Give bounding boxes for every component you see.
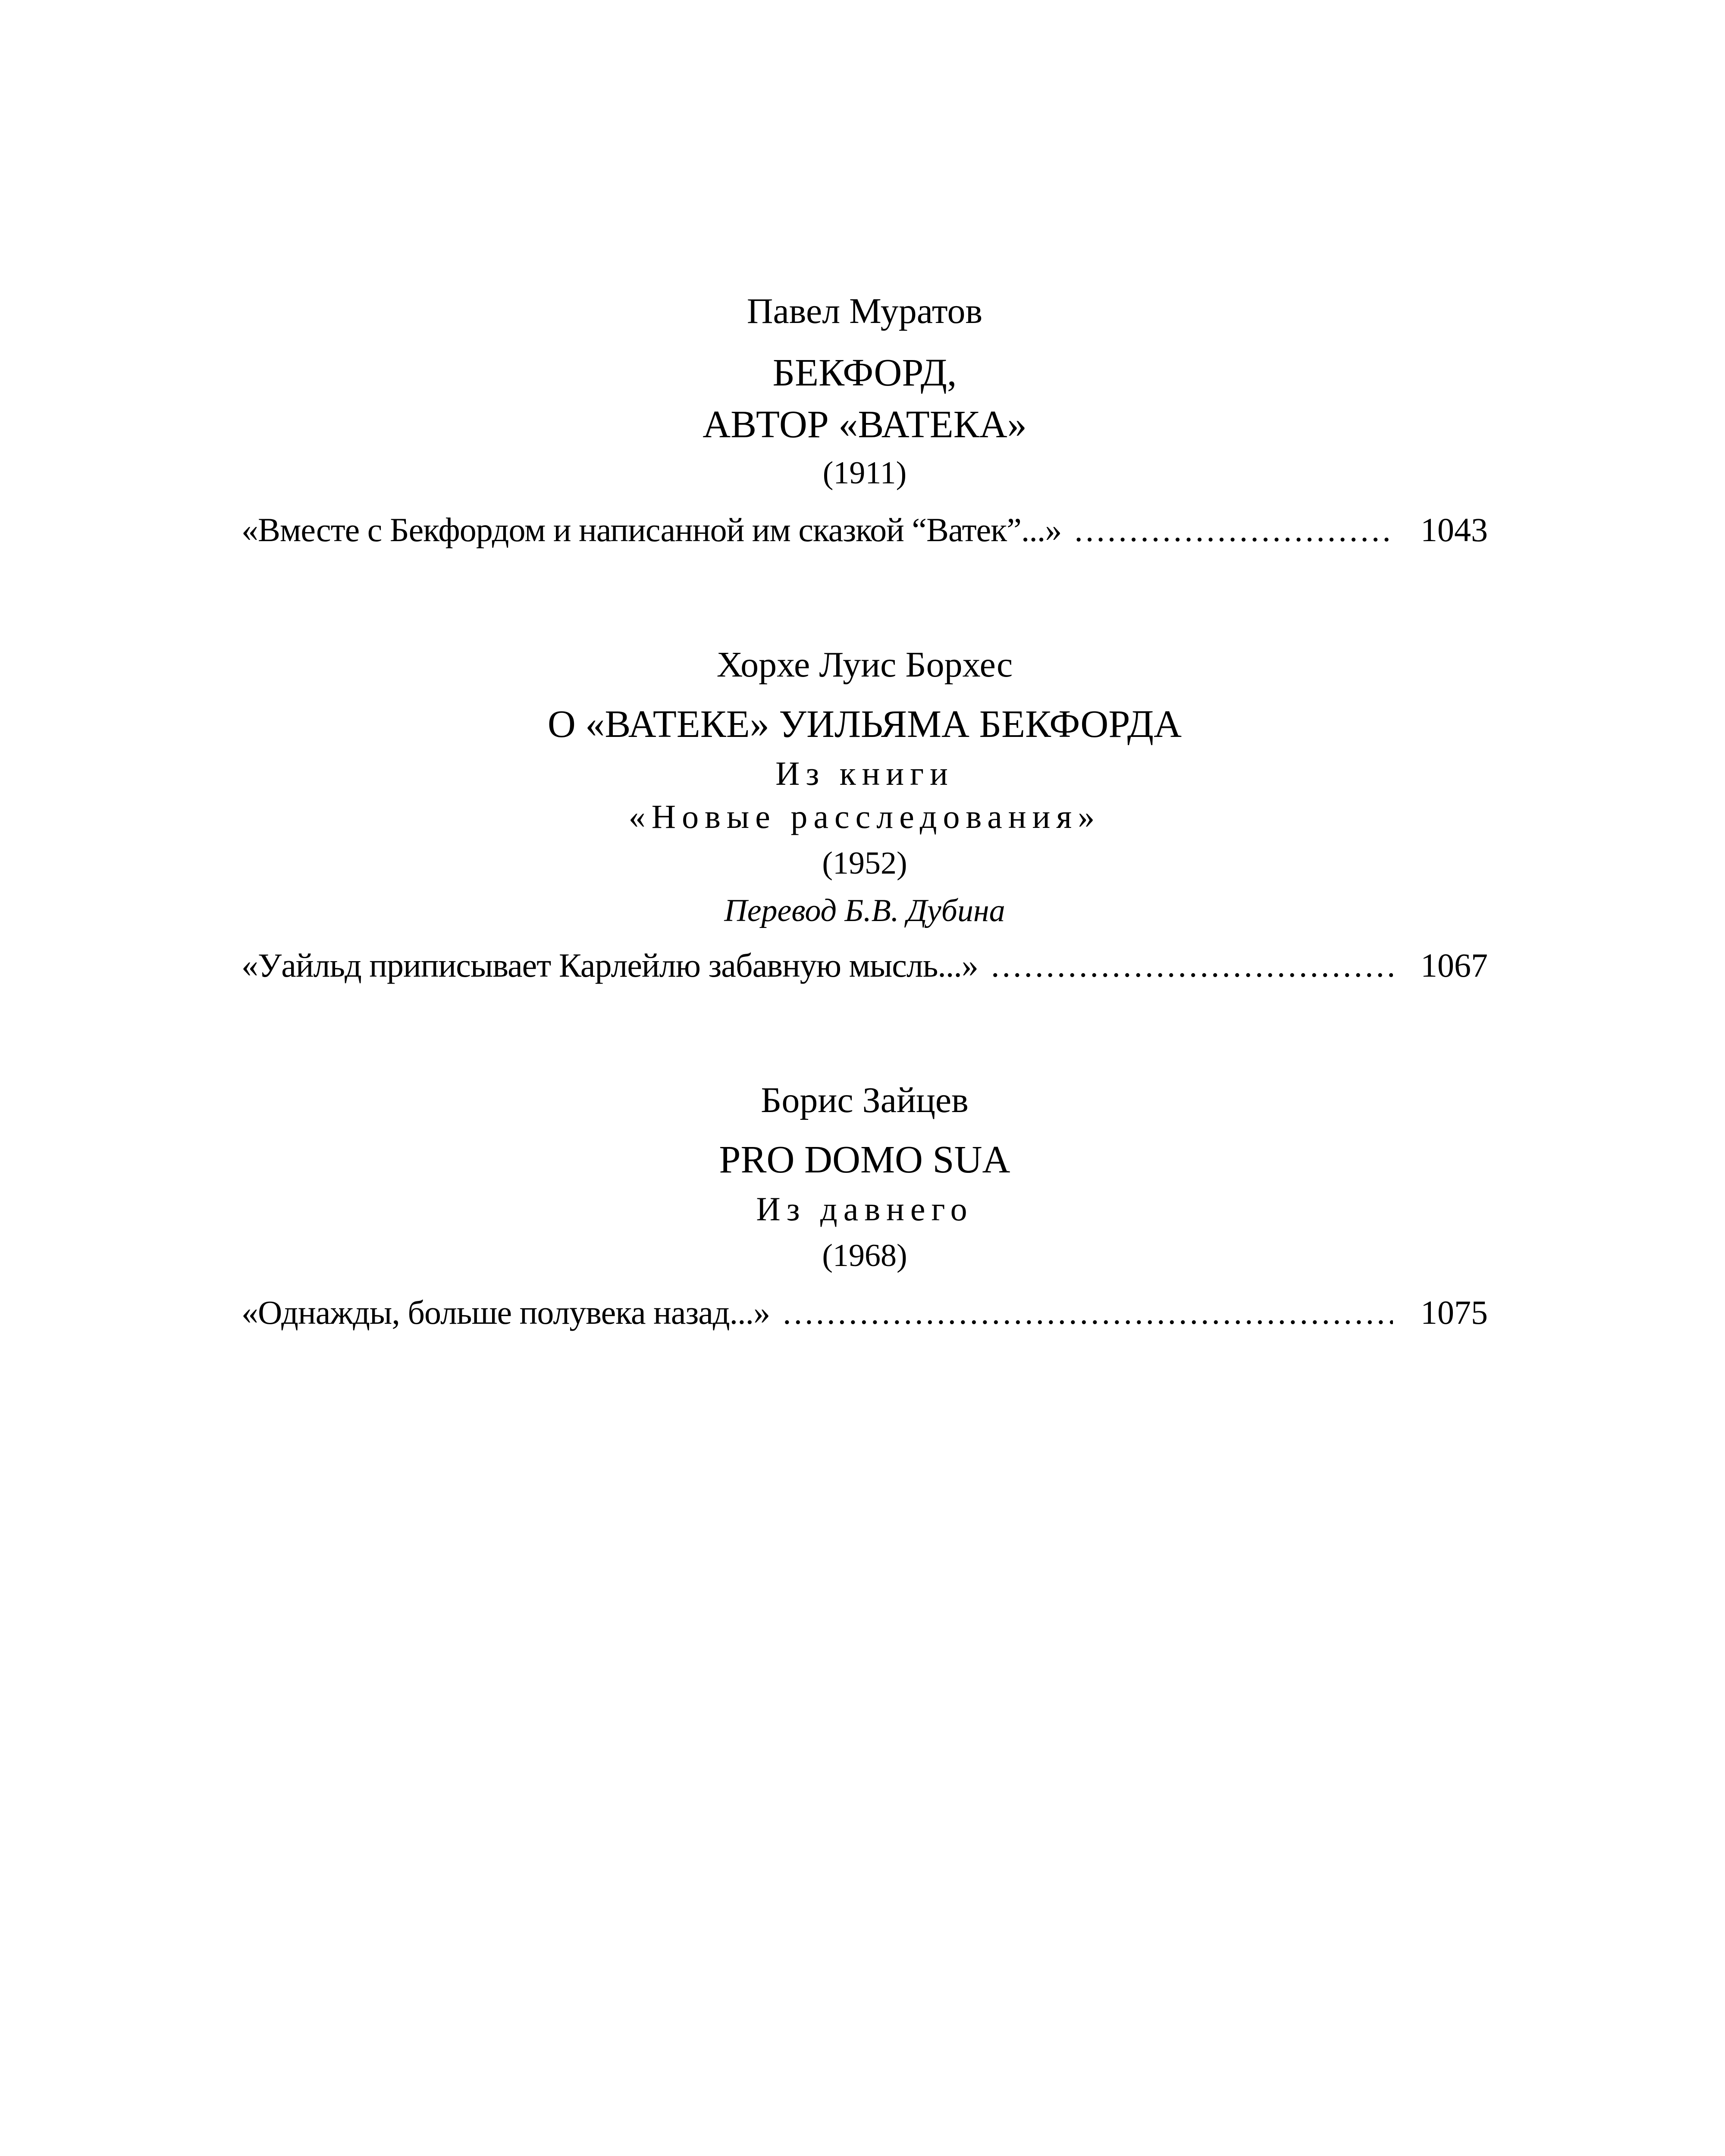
work-subtitle-line-1: Из давнего <box>756 1190 973 1228</box>
work-subtitle-line-1: Из книги <box>775 755 954 792</box>
work-title-line-2: АВТОР «ВАТЕКА» <box>703 403 1027 446</box>
toc-entry[interactable] <box>242 1296 1488 1339</box>
dot-leader <box>1074 513 1393 547</box>
entry-incipit: «Однажды, больше полувека назад...» <box>242 1294 770 1331</box>
dot-leader <box>783 1296 1393 1329</box>
dot-leader <box>991 949 1393 982</box>
toc-entry[interactable] <box>242 513 1488 556</box>
entry-incipit: «Вместе с Бекфордом и написанной им сказкой “Ватек”...» <box>242 511 1062 548</box>
toc-entry[interactable] <box>242 946 1488 992</box>
author-name: Хорхе Луис Борхес <box>716 645 1013 685</box>
work-year: (1952) <box>822 846 907 881</box>
page-number: 1075 <box>1421 1294 1488 1331</box>
page-number: 1043 <box>1421 511 1488 548</box>
page-number: 1067 <box>1421 946 1488 984</box>
author-name: Борис Зайцев <box>761 1080 969 1120</box>
entry-incipit: «Уайльд приписывает Карлейлю забавную мысль...» <box>242 946 978 984</box>
work-title-line-1: БЕКФОРД, <box>772 351 957 394</box>
work-title-line-1: О «ВАТЕКЕ» УИЛЬЯМА БЕКФОРДА <box>547 703 1182 746</box>
author-name: Павел Муратов <box>746 291 983 331</box>
work-year: (1911) <box>822 455 907 491</box>
work-title-line-1: PRO DOMO SUA <box>719 1138 1010 1181</box>
work-subtitle-line-2: «Новые расследования» <box>628 798 1101 835</box>
work-year: (1968) <box>822 1238 907 1273</box>
translator-credit: Перевод Б.В. Дубина <box>724 893 1005 928</box>
